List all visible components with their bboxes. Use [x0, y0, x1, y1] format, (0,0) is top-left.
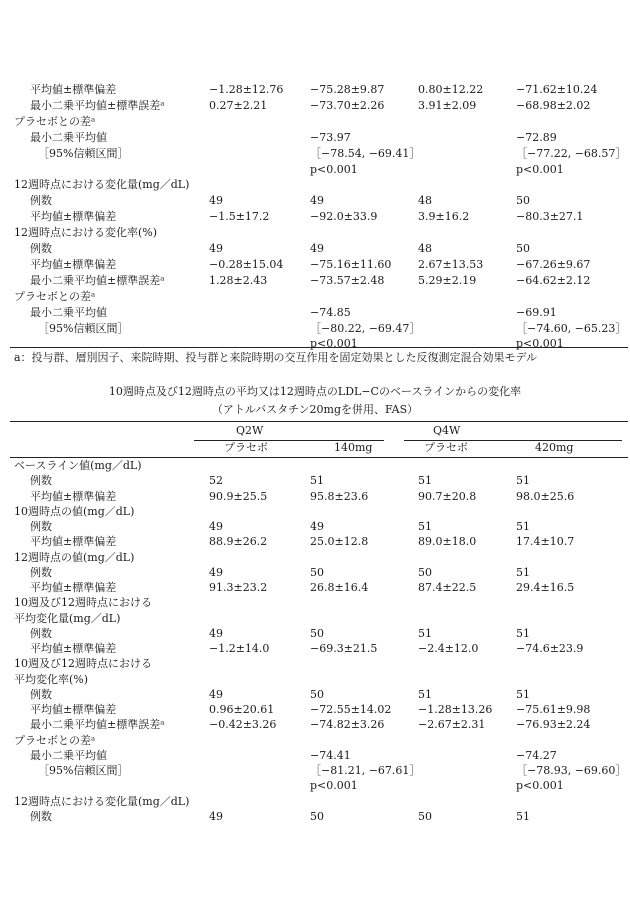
table-cell: −72.89	[516, 130, 557, 144]
table-row	[0, 565, 630, 581]
row-label: 平均値±標準偏差	[30, 642, 117, 655]
row-label: 最小二乗平均値	[30, 748, 107, 762]
table-row	[0, 733, 630, 749]
table-row	[0, 809, 630, 825]
header-group-q4w: Q4W	[433, 424, 461, 437]
header-col-placebo-q4w: プラセボ	[424, 441, 468, 454]
table-cell: 49	[209, 194, 223, 208]
table-cell: p<0.001	[516, 162, 564, 176]
table-cell: 51	[516, 474, 530, 488]
table-cell: −80.3±27.1	[516, 210, 584, 224]
table-cell: 49	[310, 520, 324, 533]
table-cell: −73.70±2.26	[310, 98, 385, 112]
row-label: 12週時点の値(mg／dL)	[14, 550, 135, 564]
row-label: 10週及び12週時点における	[14, 657, 152, 671]
table-cell: 95.8±23.6	[310, 489, 369, 503]
row-label: 平均値±標準偏差	[30, 581, 117, 594]
table-cell: −73.97	[310, 130, 351, 144]
table-cell: 50	[516, 194, 530, 208]
table-row	[0, 273, 630, 289]
table-cell: 17.4±10.7	[516, 535, 575, 549]
table-cell: 5.29±2.19	[418, 273, 477, 287]
table-cell: −76.93±2.24	[516, 718, 591, 732]
table-cell: p<0.001	[516, 337, 564, 351]
table-row	[0, 748, 630, 764]
table-cell: −2.67±2.31	[418, 718, 486, 732]
table-row	[0, 778, 630, 794]
table-row	[0, 489, 630, 505]
table-cell: 89.0±18.0	[418, 535, 477, 549]
row-label: 10週及び12週時点における	[14, 596, 152, 610]
table-cell: 0.80±12.22	[418, 83, 484, 96]
table-row	[0, 82, 630, 98]
table-cell: 52	[209, 474, 223, 488]
table-cell: 3.91±2.09	[418, 98, 477, 112]
table-row	[0, 717, 630, 733]
table-cell: 51	[516, 809, 530, 823]
table-row	[0, 305, 630, 321]
table-cell: −74.27	[516, 748, 557, 762]
table-row	[0, 146, 630, 162]
table-bottom-rule	[10, 347, 628, 348]
table-cell: 49	[209, 626, 223, 640]
table-row	[0, 611, 630, 627]
table-cell: 91.3±23.2	[209, 581, 268, 594]
table-cell: 88.9±26.2	[209, 535, 268, 549]
table-cell: 49	[310, 194, 324, 208]
table-cell: 51	[516, 626, 530, 640]
table-cell: 50	[516, 242, 530, 255]
table-cell: 87.4±22.5	[418, 581, 477, 594]
table-cell: 51	[418, 474, 432, 488]
table-row	[0, 177, 630, 193]
table-cell: −75.28±9.87	[310, 83, 385, 96]
table-cell: −2.4±12.0	[418, 642, 479, 655]
table-cell: −74.6±23.9	[516, 642, 584, 655]
table-cell: −1.2±14.0	[209, 642, 270, 655]
row-label: 12週時点における変化量(mg／dL)	[14, 178, 190, 192]
table-row	[0, 193, 630, 209]
table-row	[0, 162, 630, 178]
table-cell: 51	[310, 474, 324, 488]
table-row	[0, 519, 630, 535]
table-cell: 2.67±13.53	[418, 257, 484, 271]
table-cell: ［−74.60, −65.23］	[516, 321, 627, 335]
row-label: ［95%信頼区間］	[38, 146, 129, 160]
table-row	[0, 763, 630, 779]
table-cell: ［−78.93, −69.60］	[516, 764, 627, 777]
row-label: 平均値±標準偏差	[30, 703, 117, 716]
table-cell: 49	[209, 809, 223, 823]
table-row	[0, 580, 630, 596]
table-cell: 49	[209, 687, 223, 701]
table-cell: ［−78.54, −69.41］	[310, 146, 421, 160]
footnote: a：投与群、層別因子、来院時期、投与群と来院時期の交互作用を固定効果とした反復測定混合効果モデル	[14, 351, 538, 364]
table-cell: 51	[418, 687, 432, 701]
row-label: 最小二乗平均値±標準誤差ᵃ	[30, 98, 165, 112]
row-label: 平均値±標準偏差	[30, 210, 117, 224]
table-cell: −73.57±2.48	[310, 273, 385, 287]
table-cell: 51	[516, 520, 530, 533]
table-row	[0, 114, 630, 130]
table-cell: 50	[310, 565, 324, 579]
table-cell: p<0.001	[310, 337, 358, 351]
table-cell: 90.7±20.8	[418, 489, 477, 503]
table-cell: 49	[209, 242, 223, 255]
header-col-placebo-q2w: プラセボ	[224, 441, 268, 454]
row-label: 平均変化量(mg／dL)	[14, 611, 121, 625]
table-row	[0, 626, 630, 642]
row-label: ［95%信頼区間］	[38, 321, 129, 335]
table-row	[0, 794, 630, 810]
row-label: 例数	[30, 565, 52, 579]
table-cell: −1.28±13.26	[418, 703, 493, 716]
table-row	[0, 641, 630, 657]
table-row	[0, 289, 630, 305]
table-cell: −0.42±3.26	[209, 718, 277, 732]
table-row	[0, 130, 630, 146]
table-row	[0, 550, 630, 566]
row-label: 最小二乗平均値±標準誤差ᵃ	[30, 273, 165, 287]
row-label: 例数	[30, 242, 52, 255]
row-label: 最小二乗平均値	[30, 305, 107, 319]
table-cell: 49	[209, 565, 223, 579]
table-cell: −74.41	[310, 748, 351, 762]
table-row	[0, 473, 630, 489]
table-cell: 29.4±16.5	[516, 581, 575, 594]
row-label: ［95%信頼区間］	[38, 764, 129, 777]
row-label: 12週時点における変化量(mg／dL)	[14, 794, 190, 808]
table-row	[0, 534, 630, 550]
table-cell: 49	[310, 242, 324, 255]
table-cell: −75.16±11.60	[310, 257, 392, 271]
table-cell: 50	[418, 809, 432, 823]
table-cell: −1.28±12.76	[209, 83, 284, 96]
header-group-q2w: Q2W	[236, 424, 264, 437]
table-cell: ［−80.22, −69.47］	[310, 321, 421, 335]
table-row	[0, 702, 630, 718]
table-cell: −74.85	[310, 305, 351, 319]
table-row	[0, 98, 630, 114]
table-cell: 51	[418, 626, 432, 640]
table-row	[0, 595, 630, 611]
table-cell: 49	[209, 520, 223, 533]
row-label: 平均値±標準偏差	[30, 489, 117, 503]
table-cell: −64.62±2.12	[516, 273, 591, 287]
table-cell: 50	[310, 626, 324, 640]
table-cell: 50	[310, 687, 324, 701]
table-row	[0, 672, 630, 688]
table-cell: −75.61±9.98	[516, 703, 591, 716]
table-cell: −67.26±9.67	[516, 257, 591, 271]
table-cell: 48	[418, 242, 432, 255]
table-row	[0, 241, 630, 257]
row-label: 例数	[30, 626, 52, 640]
table-cell: p<0.001	[310, 162, 358, 176]
table-cell: p<0.001	[516, 779, 564, 793]
table-row	[0, 225, 630, 241]
table-cell: 51	[418, 520, 432, 533]
table-cell: −68.98±2.02	[516, 98, 591, 112]
row-label: 例数	[30, 687, 52, 701]
row-label: 例数	[30, 194, 52, 208]
table-cell: −69.91	[516, 305, 557, 319]
table-row	[0, 504, 630, 520]
table-cell: −74.82±3.26	[310, 718, 385, 732]
row-label: プラセボとの差ᵃ	[14, 289, 96, 303]
table-cell: 26.8±16.4	[310, 581, 369, 594]
table-cell: −72.55±14.02	[310, 703, 392, 716]
table-subtitle: （アトルバスタチン20mgを併用、FAS）	[211, 403, 419, 416]
table-cell: −0.28±15.04	[209, 257, 284, 271]
row-label: 例数	[30, 474, 52, 488]
row-label: 例数	[30, 520, 52, 533]
header-col-140mg: 140mg	[334, 441, 373, 454]
row-label: 最小二乗平均値±標準誤差ᵃ	[30, 718, 165, 732]
table-cell: 90.9±25.5	[209, 489, 268, 503]
header-col-420mg: 420mg	[535, 441, 574, 454]
table-cell: 50	[418, 565, 432, 579]
table-row	[0, 321, 630, 337]
table-row	[0, 458, 630, 474]
table-cell: 1.28±2.43	[209, 273, 268, 287]
row-label: 平均値±標準偏差	[30, 83, 117, 96]
table-cell: 51	[516, 565, 530, 579]
table-cell: 50	[310, 809, 324, 823]
table-cell: −1.5±17.2	[209, 210, 270, 224]
table-row	[0, 687, 630, 703]
table-row	[0, 257, 630, 273]
row-label: 平均値±標準偏差	[30, 257, 117, 271]
row-label: 平均値±標準偏差	[30, 535, 117, 549]
table-row	[0, 209, 630, 225]
row-label: 平均変化率(%)	[14, 672, 89, 686]
row-label: 10週時点の値(mg／dL)	[14, 504, 135, 518]
table-cell: −71.62±10.24	[516, 83, 598, 96]
table-cell: 25.0±12.8	[310, 535, 369, 549]
row-label: ベースライン値(mg／dL)	[14, 459, 142, 472]
row-label: 例数	[30, 809, 52, 823]
table-top-rule	[10, 421, 628, 422]
row-label: プラセボとの差ᵃ	[14, 733, 96, 747]
table-cell: −92.0±33.9	[310, 210, 378, 224]
table-cell: 51	[516, 687, 530, 701]
table-row	[0, 656, 630, 672]
table-cell: 0.27±2.21	[209, 98, 268, 112]
row-label: プラセボとの差ᵃ	[14, 114, 96, 128]
row-label: 最小二乗平均値	[30, 130, 107, 144]
table-cell: 0.96±20.61	[209, 703, 275, 716]
table-title: 10週時点及び12週時点の平均又は12週時点のLDL−Cのベースラインからの変化率	[108, 385, 522, 398]
table-cell: 98.0±25.6	[516, 489, 575, 503]
table-cell: ［−77.22, −68.57］	[516, 146, 627, 160]
table-cell: p<0.001	[310, 779, 358, 793]
row-label: 12週時点における変化率(%)	[14, 226, 158, 240]
table-cell: 48	[418, 194, 432, 208]
table-cell: −69.3±21.5	[310, 642, 378, 655]
table-cell: ［−81.21, −67.61］	[310, 764, 421, 777]
table-cell: 3.9±16.2	[418, 210, 470, 224]
